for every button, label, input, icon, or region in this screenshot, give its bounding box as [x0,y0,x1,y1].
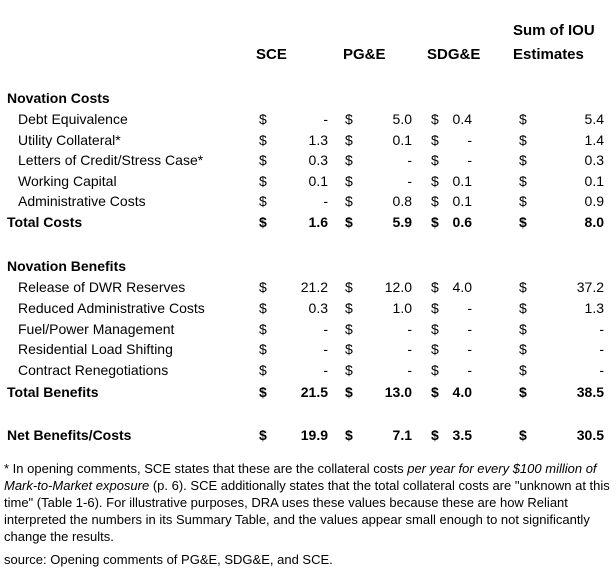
section-title-label: Novation Costs [7,90,110,106]
row-label: Reduced Administrative Costs [18,299,205,316]
section-title [0,256,616,276]
currency-symbol: $ [431,362,439,379]
header-sum-line1: Sum of IOU [513,22,595,39]
currency-symbol: $ [259,279,267,295]
cell-sce: 0.3 [308,152,328,168]
footnote-part2: (p. 6). SCE additionally states that the total collateral costs are "unknown at this time" (Table 1-6). For illustrative purposes, DRA uses these values because these are how Reliant interpreted the numbers in its Summary Table, and the values appear small enough to not significantly change the results. [4,478,610,544]
cell-sum: 0.9 [584,193,604,209]
source-note: source: Opening comments of PG&E, SDG&E, and SCE. [4,552,333,567]
currency-symbol: $ [431,279,439,295]
currency-symbol: $ [345,279,353,295]
row-label: Net Benefits/Costs [7,427,132,443]
currency-symbol: $ [345,172,353,189]
cell-sdge: 3.5 [452,427,472,443]
currency-symbol: $ [345,341,353,358]
header-sum-line2: Estimates [513,46,584,63]
currency-symbol: $ [431,111,439,127]
cell-sdge: - [467,152,472,168]
cell-pge: 0.1 [392,131,412,148]
row-label: Residential Load Shifting [18,341,173,358]
cell-sce: 19.9 [300,427,328,443]
cell-sum: 0.3 [584,152,604,168]
cell-pge: 1.0 [392,299,412,316]
section-title-label: Novation Benefits [7,258,127,274]
cell-pge: 5.9 [392,214,412,230]
currency-symbol: $ [259,193,267,209]
currency-symbol: $ [259,362,267,379]
row-label: Fuel/Power Management [18,320,175,337]
currency-symbol: $ [431,384,439,400]
cell-pge: - [407,320,412,337]
cell-pge: 5.0 [392,111,412,127]
cell-sce: - [323,320,328,337]
currency-symbol: $ [519,131,527,148]
cell-sum: 38.5 [576,384,604,400]
table-row [0,150,616,170]
table-row [0,130,616,150]
currency-symbol: $ [259,111,267,127]
cell-sce: 21.5 [300,384,328,400]
currency-symbol: $ [519,427,527,443]
cell-pge: 12.0 [384,279,412,295]
table-row [0,319,616,339]
currency-symbol: $ [345,299,353,316]
cell-sdge: - [467,320,472,337]
currency-symbol: $ [519,362,527,379]
cell-sdge: - [467,299,472,316]
currency-symbol: $ [345,384,353,400]
cell-sdge: 4.0 [452,384,472,400]
currency-symbol: $ [431,320,439,337]
cell-sce: - [323,111,328,127]
cell-sce: 0.1 [308,172,328,189]
cell-pge: 13.0 [384,384,412,400]
table-row [0,191,616,211]
cell-sdge: - [467,341,472,358]
currency-symbol: $ [431,341,439,358]
currency-symbol: $ [259,131,267,148]
cell-sdge: 0.4 [452,111,472,127]
cell-sce: 0.3 [308,299,328,316]
cell-pge: 0.8 [392,193,412,209]
footnote-part1: * In opening comments, SCE states that these are the collateral costs [4,461,408,476]
cell-sce: 1.3 [308,131,328,148]
currency-symbol: $ [259,299,267,316]
cell-sce: - [323,193,328,209]
currency-symbol: $ [519,299,527,316]
cell-sum: 0.1 [584,172,604,189]
currency-symbol: $ [519,320,527,337]
currency-symbol: $ [259,320,267,337]
currency-symbol: $ [519,341,527,358]
currency-symbol: $ [519,193,527,209]
row-label: Debt Equivalence [18,111,128,127]
row-label: Total Costs [7,214,83,230]
cell-pge: 7.1 [392,427,412,443]
cell-sdge: 0.6 [452,214,472,230]
table-row [0,171,616,191]
cell-pge: - [407,341,412,358]
cell-sce: 21.2 [300,279,328,295]
cell-sum: 5.4 [584,111,604,127]
row-label: Utility Collateral* [18,131,121,148]
currency-symbol: $ [431,299,439,316]
cell-sum: - [599,320,604,337]
currency-symbol: $ [431,427,439,443]
header-sdge: SDG&E [427,46,481,63]
currency-symbol: $ [519,111,527,127]
row-label: Administrative Costs [18,193,146,209]
header-pge: PG&E [343,46,386,63]
currency-symbol: $ [431,193,439,209]
total-row [0,382,616,402]
table-row [0,298,616,318]
cell-sdge: - [467,131,472,148]
row-label: Total Benefits [7,384,99,400]
cell-sdge: 0.1 [452,193,472,209]
cell-sdge: - [467,362,472,379]
currency-symbol: $ [519,152,527,168]
cell-sum: - [599,341,604,358]
cell-sum: 8.0 [584,214,604,230]
row-label: Working Capital [18,172,117,189]
row-label: Letters of Credit/Stress Case* [18,152,204,168]
currency-symbol: $ [345,427,353,443]
cell-sum: 30.5 [576,427,604,443]
currency-symbol: $ [345,152,353,168]
cell-sum: 1.3 [584,299,604,316]
table-row [0,339,616,359]
header-sce: SCE [256,46,287,63]
cell-sum: - [599,362,604,379]
currency-symbol: $ [519,172,527,189]
currency-symbol: $ [345,111,353,127]
footnote [4,460,612,545]
cell-sce: 1.6 [308,214,328,230]
currency-symbol: $ [259,152,267,168]
currency-symbol: $ [259,427,267,443]
currency-symbol: $ [259,384,267,400]
cell-sce: - [323,341,328,358]
row-label: Release of DWR Reserves [18,279,186,295]
currency-symbol: $ [431,131,439,148]
cell-pge: - [407,152,412,168]
currency-symbol: $ [259,172,267,189]
table-row [0,109,616,129]
cell-sum: 1.4 [584,131,604,148]
currency-symbol: $ [519,214,527,230]
footnote-italic: per year for every $100 million of Mark-to-Market exposure [4,461,597,493]
cell-pge: - [407,172,412,189]
currency-symbol: $ [519,384,527,400]
currency-symbol: $ [519,279,527,295]
currency-symbol: $ [345,131,353,148]
currency-symbol: $ [259,214,267,230]
table-row [0,360,616,380]
currency-symbol: $ [345,320,353,337]
total-row [0,425,616,445]
currency-symbol: $ [431,152,439,168]
section-title [0,88,616,108]
currency-symbol: $ [345,362,353,379]
cell-sum: 37.2 [576,279,604,295]
currency-symbol: $ [345,193,353,209]
cell-pge: - [407,362,412,379]
cell-sce: - [323,362,328,379]
currency-symbol: $ [431,172,439,189]
cell-sdge: 4.0 [452,279,472,295]
currency-symbol: $ [345,214,353,230]
table-row [0,277,616,297]
currency-symbol: $ [259,341,267,358]
cell-sdge: 0.1 [452,172,472,189]
currency-symbol: $ [431,214,439,230]
row-label: Contract Renegotiations [18,362,169,379]
total-row [0,212,616,232]
